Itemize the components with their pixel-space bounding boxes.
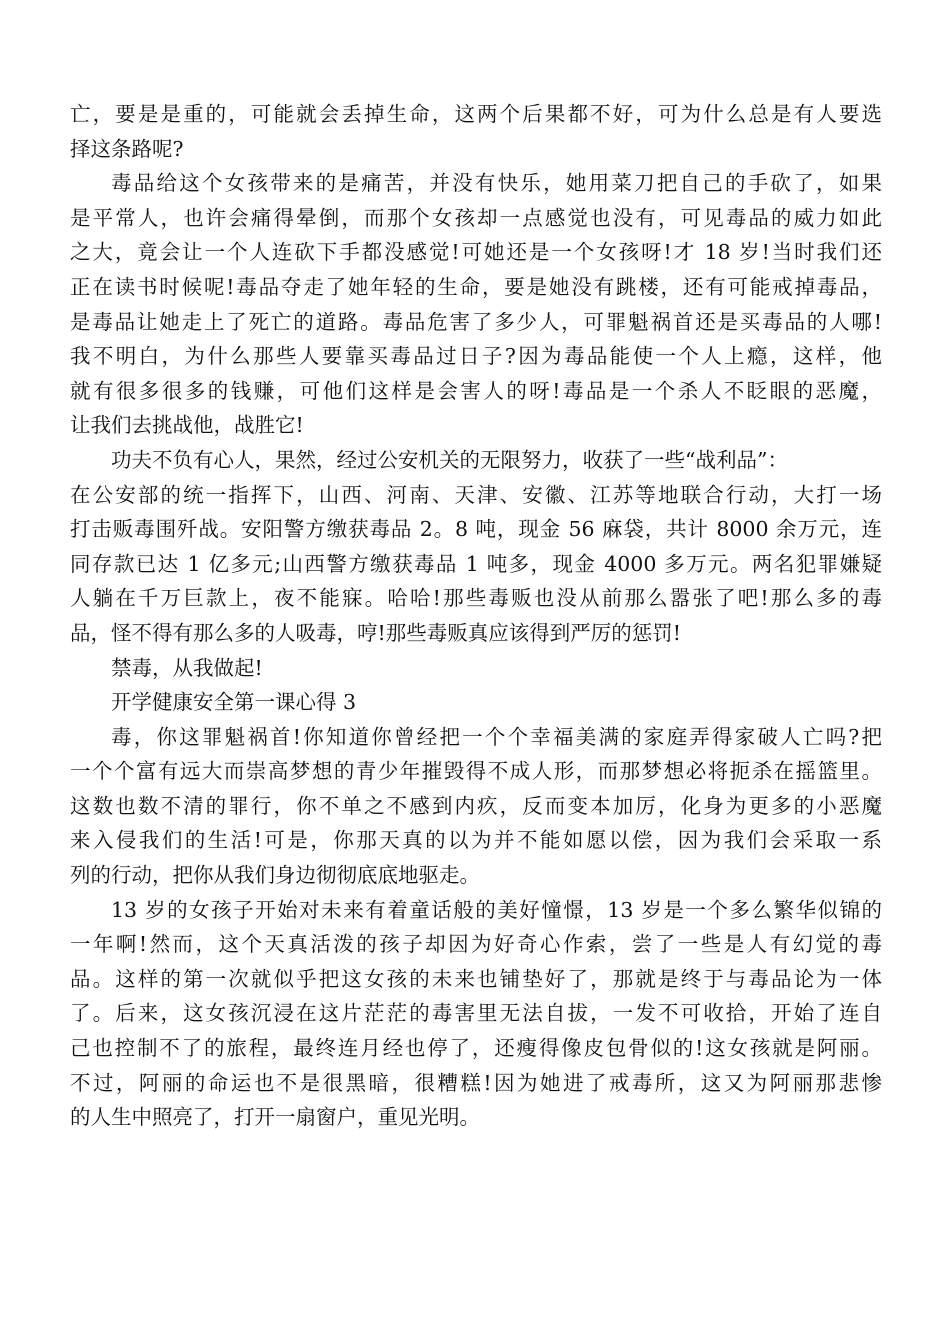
text-line: 一年啊!然而，这个天真活泼的孩子却因为好奇心作索，尝了一些是人有幻觉的毒 (70, 932, 882, 957)
text-line: 择这条路呢? (70, 136, 184, 161)
text-line: 一个个富有远大而崇高梦想的青少年摧毁得不成人形，而那梦想必将扼杀在摇篮里。 (70, 759, 882, 784)
text-line: 打击贩毒围歼战。安阳警方缴获毒品 2。8 吨，现金 56 麻袋，共计 8000 余万元，连 (70, 517, 882, 542)
text-line: 品，怪不得有那么多的人吸毒，哼!那些毒贩真应该得到严厉的惩罚! (70, 620, 681, 645)
text-line: 就有很多很多的钱赚，可他们这样是会害人的呀!毒品是一个杀人不眨眼的恶魔， (70, 378, 882, 403)
text-line: 毒，你这罪魁祸首!你知道你曾经把一个个幸福美满的家庭弄得家破人亡吗?把 (111, 724, 882, 749)
section-heading (70, 685, 882, 720)
text-line: 让我们去挑战他，战胜它! (70, 413, 304, 438)
text-line: 之大，竟会让一个人连砍下手都没感觉!可她还是一个女孩呀!才 18 岁!当时我们还 (70, 240, 882, 265)
text-line: 在公安部的统一指挥下，山西、河南、天津、安徽、江苏等地联合行动，大打一场 (70, 482, 882, 507)
text-line: 禁毒，从我做起! (111, 655, 263, 680)
text-line: 了。后来，这女孩沉浸在这片茫茫的毒害里无法自拔，一发不可收拾，开始了连自 (70, 1001, 882, 1026)
text-line: 是毒品让她走上了死亡的道路。毒品危害了多少人，可罪魁祸首还是买毒品的人哪! (70, 309, 882, 334)
text-line: 的人生中照亮了，打开一扇窗户，重见光明。 (70, 1105, 480, 1130)
paragraph-6 (70, 720, 882, 893)
text-line: 同存款已达 1 亿多元;山西警方缴获毒品 1 吨多，现金 4000 多万元。两名犯罪嫌疑 (70, 551, 882, 576)
paragraph-1 (70, 97, 882, 166)
text-line: 毒品给这个女孩带来的是痛苦，并没有快乐，她用菜刀把自己的手砍了，如果 (111, 171, 882, 196)
text-line: 品。这样的第一次就似乎把这女孩的未来也铺垫好了，那就是终于与毒品论为一体 (70, 966, 882, 991)
paragraph-7 (70, 893, 882, 1135)
text-line: 是平常人，也许会痛得晕倒，而那个女孩却一点感觉也没有，可见毒品的威力如此 (70, 205, 882, 230)
paragraph-2 (70, 166, 882, 443)
text-line: 我不明白，为什么那些人要靠买毒品过日子?因为毒品能使一个人上瘾，这样，他 (70, 344, 882, 369)
document-page (70, 97, 882, 1135)
text-line: 列的行动，把你从我们身边彻彻底底地驱走。 (70, 863, 480, 888)
paragraph-4 (70, 651, 882, 686)
text-line: 人躺在千万巨款上，夜不能寐。哈哈!那些毒贩也没从前那么嚣张了吧!那么多的毒 (70, 586, 882, 611)
text-line: 不过，阿丽的命运也不是很黑暗，很糟糕!因为她进了戒毒所，这又为阿丽那悲惨 (70, 1070, 882, 1095)
text-line: 来入侵我们的生活!可是，你那天真的以为并不能如愿以偿，因为我们会采取一系 (70, 828, 882, 853)
paragraph-3 (70, 443, 882, 651)
text-line: 功夫不负有心人，果然，经过公安机关的无限努力，收获了一些“战利品”： (111, 447, 788, 472)
text-line: 这数也数不清的罪行，你不单之不感到内疚，反而变本加厉，化身为更多的小恶魔 (70, 793, 882, 818)
heading-text: 开学健康安全第一课心得 3 (111, 690, 357, 715)
text-line: 正在读书时候呢!毒品夺走了她年轻的生命，要是她没有跳楼，还有可能戒掉毒品， (70, 274, 882, 299)
text-line: 己也控制不了的旅程，最终连月经也停了，还瘦得像皮包骨似的!这女孩就是阿丽。 (70, 1036, 882, 1061)
text-line: 亡，要是是重的，可能就会丢掉生命，这两个后果都不好，可为什么总是有人要选 (70, 102, 882, 126)
text-line: 13 岁的女孩子开始对未来有着童话般的美好憧憬，13 岁是一个多么繁华似锦的 (111, 897, 882, 922)
